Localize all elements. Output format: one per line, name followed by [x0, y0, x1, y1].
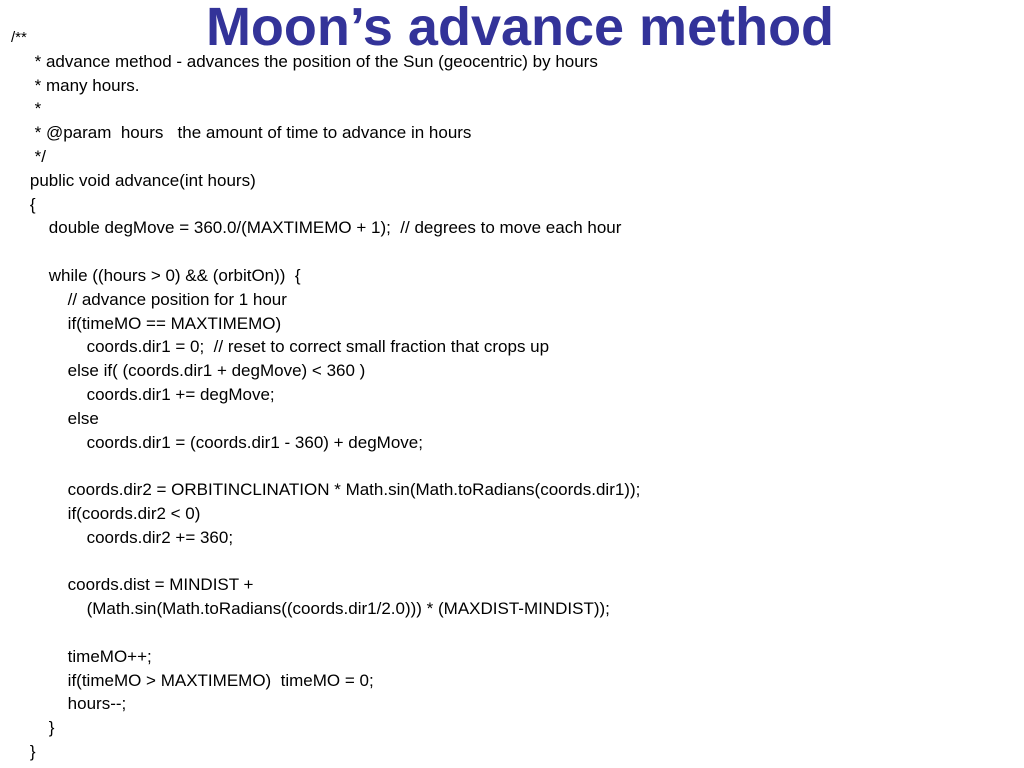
code-line: // advance position for 1 hour: [11, 289, 287, 309]
code-block: [11, 26, 640, 764]
code-line: coords.dist = MINDIST +: [11, 575, 254, 595]
code-line: */: [11, 146, 46, 166]
code-line: * @param hours the amount of time to advance in hours: [11, 123, 472, 143]
code-line: /**: [11, 29, 27, 46]
code-line: [11, 454, 640, 478]
code-line: else: [11, 408, 99, 428]
code-line: coords.dir2 += 360;: [11, 527, 234, 547]
code-line: coords.dir1 = (coords.dir1 - 360) + degMove;: [11, 432, 423, 452]
slide-title: Moon’s advance method: [205, 0, 835, 57]
code-line: timeMO++;: [11, 646, 152, 666]
code-line: if(timeMO > MAXTIMEMO) timeMO = 0;: [11, 670, 374, 690]
code-line: [11, 621, 640, 645]
code-line: while ((hours > 0) && (orbitOn)) {: [11, 265, 301, 285]
code-line: coords.dir1 += degMove;: [11, 384, 275, 404]
code-line: }: [11, 718, 55, 738]
code-line: if(coords.dir2 < 0): [11, 503, 201, 523]
code-line: double degMove = 360.0/(MAXTIMEMO + 1); // degrees to move each hour: [11, 218, 622, 238]
code-line: [11, 240, 640, 264]
code-line: {: [11, 194, 36, 214]
code-line: (Math.sin(Math.toRadians((coords.dir1/2.0))) * (MAXDIST-MINDIST));: [11, 599, 610, 619]
code-line: coords.dir2 = ORBITINCLINATION * Math.sin(Math.toRadians(coords.dir1));: [11, 480, 641, 500]
code-line: public void advance(int hours): [11, 170, 256, 190]
code-line: else if( (coords.dir1 + degMove) < 360 ): [11, 361, 366, 381]
code-line: }: [11, 741, 36, 761]
code-line: * advance method - advances the position of the Sun (geocentric) by hours: [11, 51, 598, 71]
code-line: *: [11, 99, 42, 119]
code-line: coords.dir1 = 0; // reset to correct small fraction that crops up: [11, 337, 550, 357]
code-line: * many hours.: [11, 75, 140, 95]
code-line: if(timeMO == MAXTIMEMO): [11, 313, 282, 333]
code-line: hours--;: [11, 694, 127, 714]
code-line: [11, 550, 640, 574]
